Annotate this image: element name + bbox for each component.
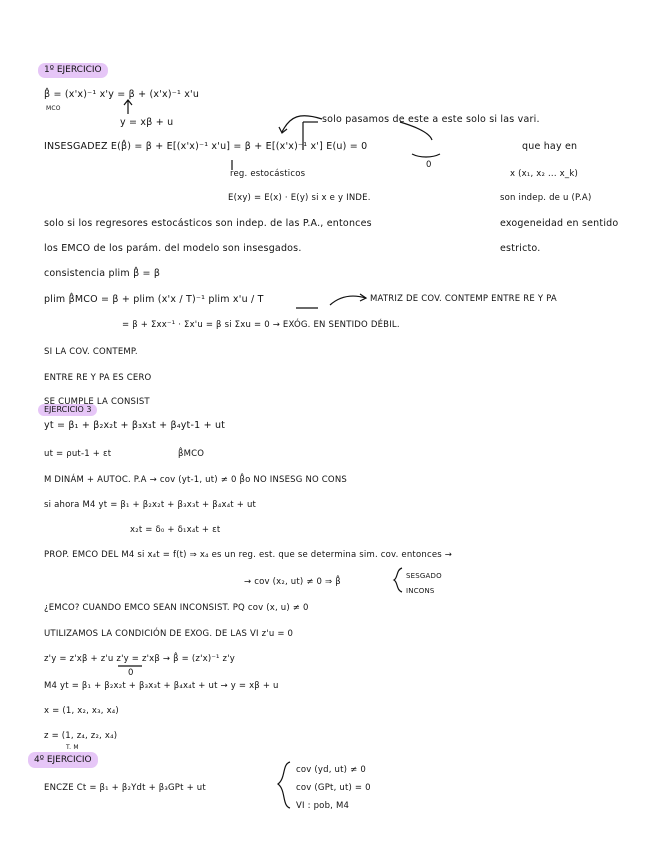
zero-under-zu: 0 (128, 668, 134, 678)
se-cumple-line: SE CUMPLE LA CONSIST (44, 397, 150, 407)
utilizamos-line: UTILIZAMOS LA CONDICIÓN DE EXOG. DE LAS VI z'u = 0 (44, 629, 294, 639)
ut-ar-line: ut = ρut-1 + εt (44, 449, 112, 459)
sigma-line: = β + Σxx⁻¹ · Σx'u = β si Σxu = 0 → EXÓG. EN SENTIDO DÉBIL. (122, 320, 400, 330)
solo-si-line: solo si los regresores estocásticos son indep. de las P.A., entonces (44, 218, 372, 229)
sesgado-label: SESGADO (406, 572, 442, 580)
si-ahora-line: si ahora M4 yt = β₁ + β₂x₂t + β₃x₃t + β₄x₄t + ut (44, 500, 257, 510)
encze-line: ENCZE Ct = β₁ + β₂Ydt + β₃GPt + ut (44, 783, 206, 793)
heading-exercise-3: EJERCICIO 3 (38, 404, 97, 416)
z-vector-line: z = (1, z₄, z₂, x₄) (44, 731, 118, 741)
yt-model-line: yt = β₁ + β₂x₂t + β₃x₃t + β₄yt-1 + ut (44, 420, 226, 431)
x-vector-line: x = (1, x₂, x₃, x₄) (44, 706, 119, 716)
son-indep-label: son indep. de u (P.A) (500, 193, 592, 203)
cov-x2-line: → cov (x₂, ut) ≠ 0 ⇒ β̂ (244, 577, 341, 587)
reg-estocasticos-label: reg. estocásticos (230, 169, 306, 179)
x2t-line: x₂t = δ₀ + δ₁x₄t + εt (130, 525, 221, 535)
heading-exercise-4: 4º EJERCICIO (28, 752, 98, 768)
emco-insesgados-line: los EMCO de los parám. del modelo son insesgados. (44, 243, 302, 254)
brace-sesgado (394, 568, 402, 592)
heading-exercise-1: 1º EJERCICIO (38, 63, 108, 78)
emco-question-line: ¿EMCO? CUANDO EMCO SEAN INCONSIST. PQ cov (x, u) ≠ 0 (44, 603, 309, 613)
x-variables-list: x (x₁, x₂ ... x_k) (510, 169, 578, 179)
entre-re-pa-line: ENTRE RE Y PA ES CERO (44, 373, 152, 383)
plim-line: plim β̂MCO = β + plim (x'x / T)⁻¹ plim x'u / T (44, 294, 264, 305)
matriz-cov-label: MATRIZ DE COV. CONTEMP ENTRE RE Y PA (370, 294, 557, 304)
zy-line: z'y = z'xβ + z'u z'y = z'xβ → β̂ = (z'x)⁻¹ z'y (44, 654, 235, 664)
curved-arrow-right (400, 122, 432, 140)
dinamico-line: M DINÁM + AUTOC. P.A → cov (yt-1, ut) ≠ 0 β̂o NO INSESG NO CONS (44, 475, 347, 485)
curved-arrow-left (282, 116, 322, 132)
exy-independence: E(xy) = E(x) · E(y) si x e y INDE. (228, 193, 371, 203)
brace-cov-yd: cov (yd, ut) ≠ 0 (296, 765, 366, 775)
model-equation: y = xβ + u (120, 117, 174, 128)
brace-vi: VI : pob, M4 (296, 801, 350, 811)
beta-estimator-line: β̂ = (x'x)⁻¹ x'y = β + (x'x)⁻¹ x'u (44, 89, 200, 100)
bmco-label: β̂MCO (178, 449, 205, 459)
annotation-solo-pasamos: solo pasamos de este a este solo si las vari. (322, 114, 540, 125)
mco-subscript: MCO (46, 105, 61, 112)
m4-line: M4 yt = β₁ + β₂x₂t + β₃x₃t + β₄x₄t + ut → y = xβ + u (44, 681, 279, 691)
si-la-cov-line: SI LA COV. CONTEMP. (44, 347, 138, 357)
brace-ex4 (278, 762, 290, 808)
consistencia-line: consistencia plim β̂ = β (44, 268, 161, 279)
insesgadez-line: INSESGADEZ E(β̂) = β + E[(x'x)⁻¹ x'u] = β + E[(x'x)⁻¹ x'] E(u) = 0 (44, 141, 368, 152)
estricto-label: estricto. (500, 243, 541, 254)
tm-label: T. M (66, 744, 79, 751)
brace-cov-gp: cov (GPt, ut) = 0 (296, 783, 371, 793)
que-hay-en: que hay en (522, 141, 578, 152)
zero-under-eu: 0 (426, 160, 432, 170)
prop-emco-line: PROP. EMCO DEL M4 si x₄t = f(t) ⇒ x₄ es un reg. est. que se determina sim. cov. entonces → (44, 550, 453, 560)
exogeneidad-label: exogeneidad en sentido (500, 218, 619, 229)
incons-label: INCONS (406, 587, 435, 595)
